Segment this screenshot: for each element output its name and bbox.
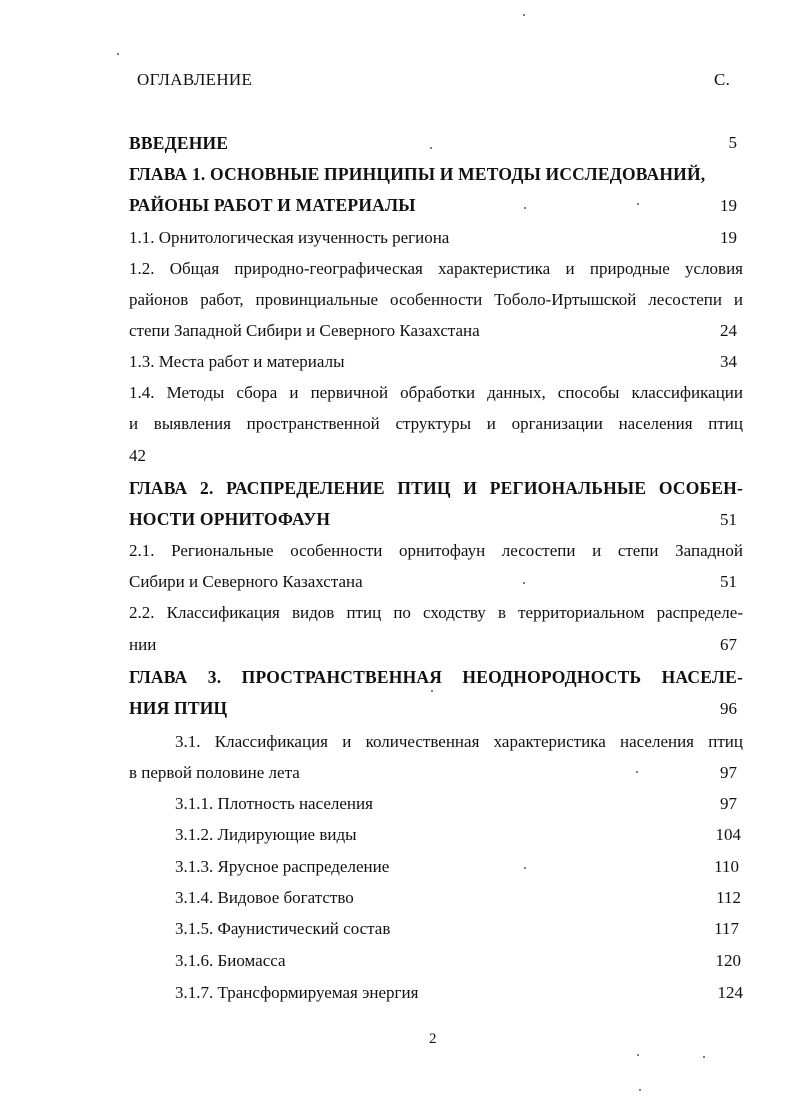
toc-s3-1-line1: 3.1. Классификация и количественная характеристика населения птиц: [175, 732, 743, 751]
scan-speck: [117, 53, 119, 55]
toc-sub-label: 3.1.3. Ярусное распределение: [175, 857, 390, 876]
toc-s1-3-page: 34: [720, 352, 737, 371]
toc-s1-1-label: 1.1. Орнитологическая изученность региона: [129, 228, 450, 247]
toc-sub-label: 3.1.5. Фаунистический состав: [175, 919, 391, 938]
toc-ch1-page: 19: [720, 196, 737, 215]
toc-sub-label: 3.1.2. Лидирующие виды: [175, 825, 357, 844]
toc-s2-2-line2: нии: [129, 635, 157, 654]
toc-ch3-page: 96: [720, 699, 737, 718]
toc-sub-page: 120: [715, 951, 741, 970]
scan-speck: [637, 1054, 639, 1056]
toc-s1-2-line2: районов работ, провинциальные особенности Тоболо-Иртышской лесостепи и: [129, 290, 743, 309]
scan-speck: [637, 203, 639, 205]
toc-s1-3-label: 1.3. Места работ и материалы: [129, 352, 345, 371]
scan-speck: [524, 207, 526, 209]
page-column-label: С.: [714, 70, 731, 89]
scan-speck: [639, 1089, 641, 1091]
toc-s1-2-page: 24: [720, 321, 737, 340]
toc-s1-4-page: 42: [129, 446, 146, 465]
toc-sub-page: 112: [716, 888, 741, 907]
page-number: 2: [429, 1031, 437, 1047]
toc-ch1-line1: ГЛАВА 1. ОСНОВНЫЕ ПРИНЦИПЫ И МЕТОДЫ ИССЛЕДОВАНИЙ,: [129, 164, 706, 184]
toc-s2-1-page: 51: [720, 572, 737, 591]
toc-ch3-line1: ГЛАВА 3. ПРОСТРАНСТВЕННАЯ НЕОДНОРОДНОСТЬ НАСЕЛЕ-: [129, 667, 743, 687]
toc-s2-1-line1: 2.1. Региональные особенности орнитофаун лесостепи и степи Западной: [129, 541, 743, 560]
toc-s2-1-line2: Сибири и Северного Казахстана: [129, 572, 363, 591]
toc-sub-label: 3.1.7. Трансформируемая энергия: [175, 983, 419, 1002]
toc-intro-label: ВВЕДЕНИЕ: [129, 133, 229, 153]
toc-ch2-page: 51: [720, 510, 737, 529]
scan-speck: [523, 582, 525, 584]
scan-speck: [703, 1056, 705, 1058]
scan-speck: [524, 867, 526, 869]
toc-sub-page: 117: [714, 919, 739, 938]
toc-s1-2-line1: 1.2. Общая природно-географическая характеристика и природные условия: [129, 259, 743, 278]
toc-s1-1-page: 19: [720, 228, 737, 247]
toc-title: ОГЛАВЛЕНИЕ: [137, 70, 253, 89]
toc-intro-page: 5: [728, 133, 737, 152]
toc-ch2-line1: ГЛАВА 2. РАСПРЕДЕЛЕНИЕ ПТИЦ И РЕГИОНАЛЬНЫЕ ОСОБЕН-: [129, 478, 743, 498]
toc-sub-page: 124: [717, 983, 743, 1002]
toc-s2-2-line1: 2.2. Классификация видов птиц по сходству в территориальном распределе-: [129, 603, 743, 622]
toc-s3-1-line2: в первой половине лета: [129, 763, 300, 782]
toc-sub-label: 3.1.6. Биомасса: [175, 951, 286, 970]
toc-ch1-line2: РАЙОНЫ РАБОТ И МАТЕРИАЛЫ: [129, 195, 416, 215]
toc-s1-4-line2: и выявления пространственной структуры и организации населения птиц: [129, 414, 743, 433]
toc-ch3-line2: НИЯ ПТИЦ: [129, 698, 228, 718]
toc-sub-page: 97: [720, 794, 737, 813]
toc-s2-2-page: 67: [720, 635, 737, 654]
toc-s1-4-line1: 1.4. Методы сбора и первичной обработки данных, способы классификации: [129, 383, 743, 402]
scan-speck: [431, 690, 433, 692]
scan-speck: [523, 14, 525, 16]
toc-sub-label: 3.1.1. Плотность населения: [175, 794, 373, 813]
toc-s3-1-page: 97: [720, 763, 737, 782]
toc-ch2-line2: НОСТИ ОРНИТОФАУН: [129, 509, 331, 529]
toc-sub-page: 104: [715, 825, 741, 844]
toc-sub-page: 110: [714, 857, 739, 876]
toc-s1-2-line3: степи Западной Сибири и Северного Казахстана: [129, 321, 480, 340]
scan-speck: [430, 147, 432, 149]
toc-sub-label: 3.1.4. Видовое богатство: [175, 888, 354, 907]
scan-speck: [636, 771, 638, 773]
